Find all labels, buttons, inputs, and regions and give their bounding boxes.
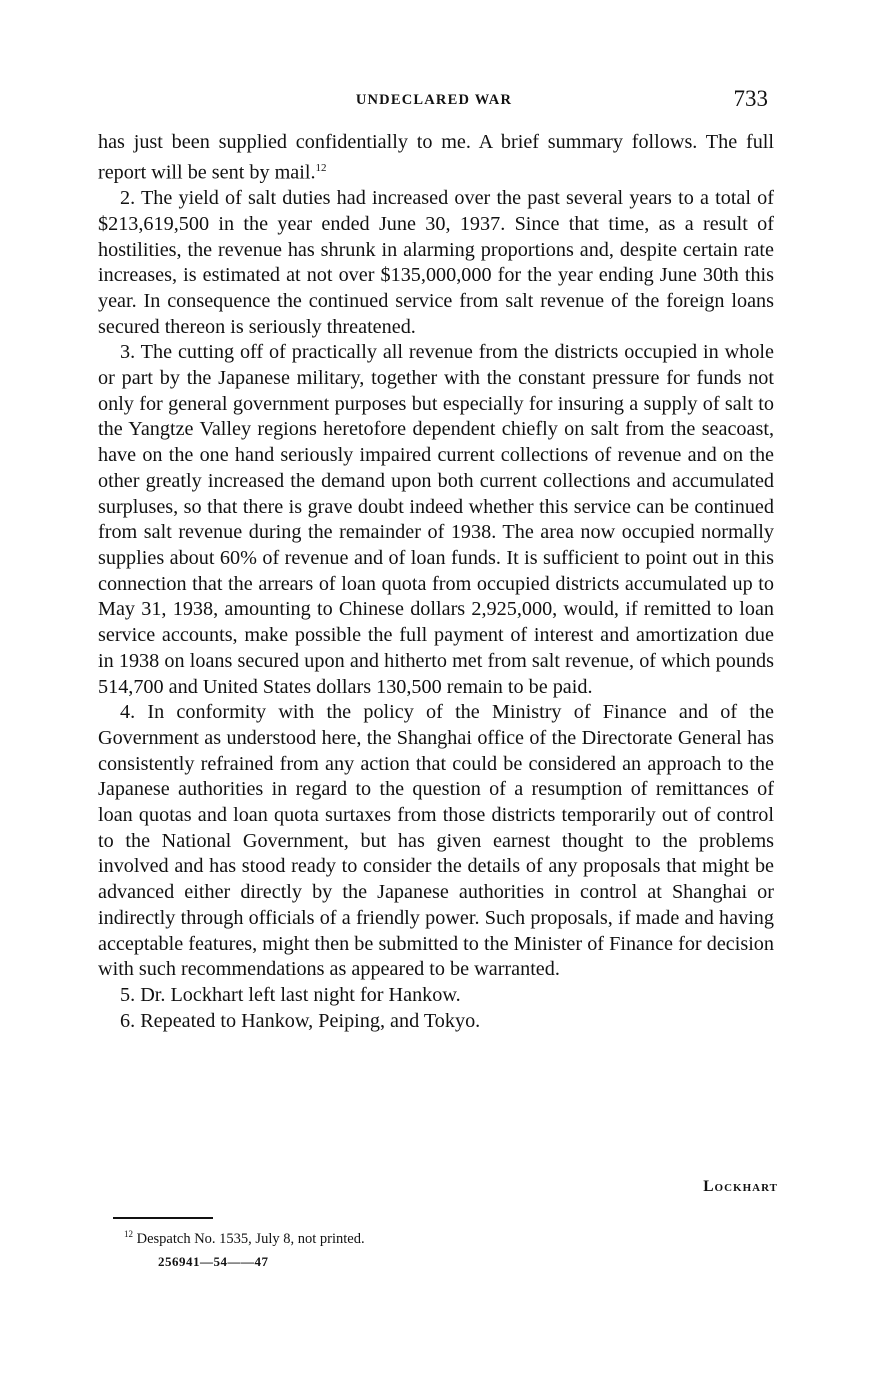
print-code: 256941—54——47 [158, 1254, 269, 1269]
paragraph-5: 5. Dr. Lockhart left last night for Hankow. [120, 983, 461, 1006]
page-header [98, 86, 770, 120]
running-head: UNDECLARED WAR [355, 92, 513, 108]
signature: Lockhart [703, 1178, 778, 1195]
paragraph-3: 3. The cutting off of practically all revenue from the districts occupied in whole or part by the Japanese military, together with the constant pressure for funds not only for general government purposes but especially for insuring a supply of salt to the Yangtze Valley regions heretofore dependent chiefly on salt from the seacoast, have on the one hand seriously impaired current collections of revenue and on the other greatly increased the demand upon both current collections and accumulated surpluses, so that there is grave doubt indeed whether this service can be continued from salt revenue during the remainder of 1938. The area now occupied normally supplies about 60% of revenue and of loan funds. It is sufficient to point out in this connection that the arrears of loan quota from occupied districts accumulated up to May 31, 1938, amounting to Chinese dollars 2,925,000, would, if remitted to loan service accounts, make possible the full payment of interest and amortization due in 1938 on loans secured upon and hitherto met from salt revenue, of which pounds 514,700 and United States dollars 130,500 remain to be paid. [98, 341, 774, 698]
paragraph-4: 4. In conformity with the policy of the Ministry of Finance and of the Government as understood here, the Shanghai office of the Directorate General has consistently refrained from any action that could be considered an approach to the Japanese authorities in regard to the question of a resumption of remittances of loan quotas and loan quota surtaxes from those districts temporarily out of control to the National Government, but has given earnest thought to the problems involved and has stood ready to consider the details of any proposals that might be advanced either directly by the Japanese authorities in control at Shanghai or indirectly through officials of a friendly power. Such proposals, if made and having acceptable features, might then be submitted to the Minister of Finance for decision with such recommendations as appeared to be warranted. [98, 701, 774, 981]
footnote-text: Despatch No. 1535, July 8, not printed. [136, 1230, 365, 1247]
footnote-divider [113, 1217, 213, 1219]
footnote-marker: 12 [124, 1229, 133, 1239]
paragraph-6: 6. Repeated to Hankow, Peiping, and Tokyo. [120, 1009, 481, 1032]
paragraph-2: 2. The yield of salt duties had increased over the past several years to a total of $213,619,500 in the year ended June 30, 1937. Since that time, as a result of hostilities, the revenue has shrunk in alarming proportions and, despite certain rate increases, is estimated at not over $135,000,000 for the year ending June 30th this year. In consequence the continued service from salt revenue of the foreign loans secured thereon is seriously threatened. [98, 187, 774, 338]
body-text [98, 130, 774, 1034]
paragraph-continuation [98, 130, 774, 186]
footnote [124, 1229, 365, 1248]
page-number: 733 [733, 86, 768, 111]
paragraph-text: has just been supplied confidentially to me. A brief summary follows. The full report will be sent by mail. [98, 131, 774, 184]
footnote-reference: 12 [315, 161, 327, 174]
